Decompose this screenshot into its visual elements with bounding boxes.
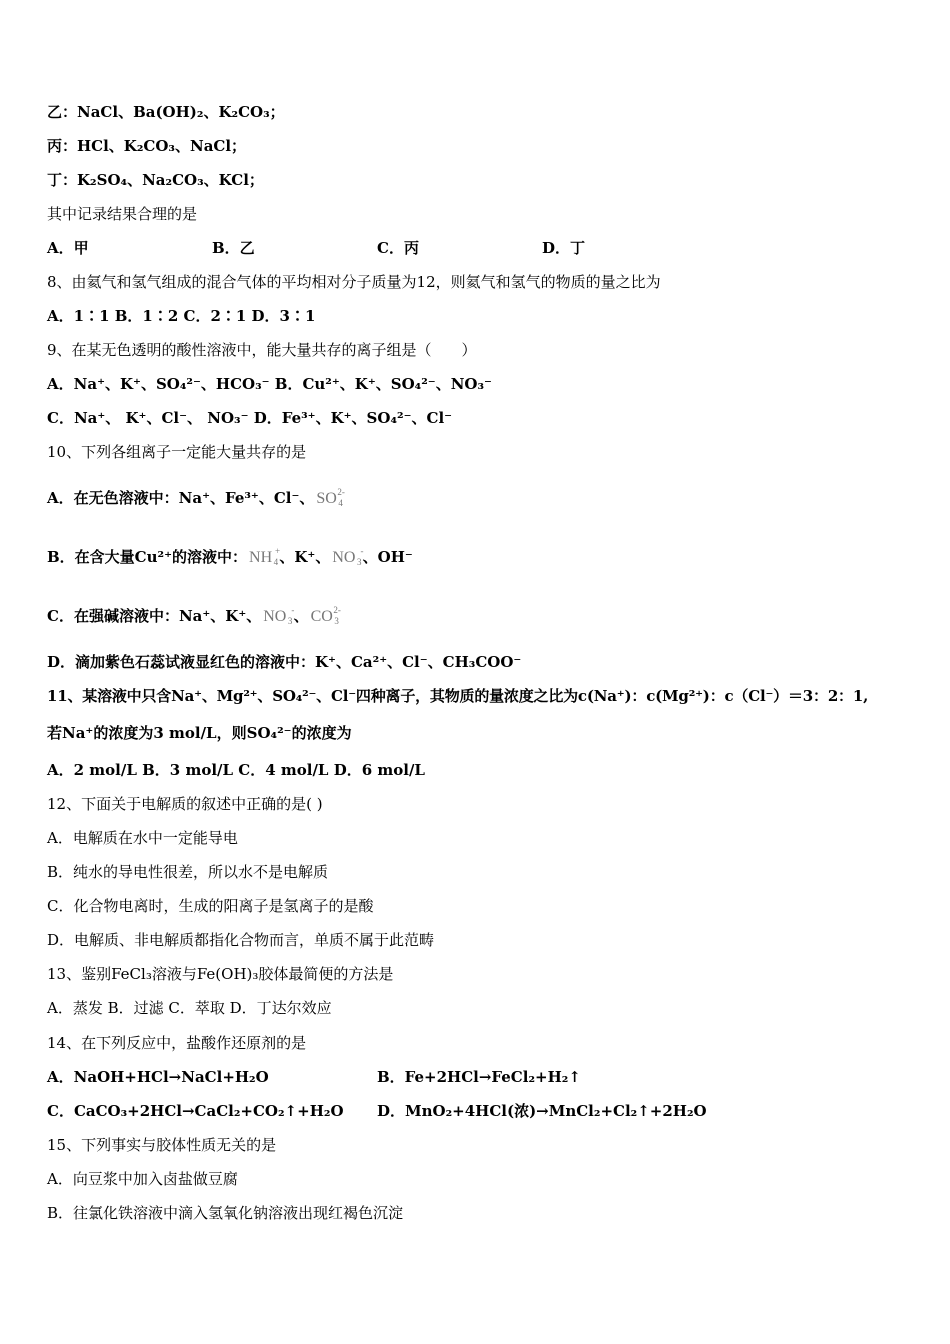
q12-choice-d: D．电解质、非电解质都指化合物而言，单质不属于此范畴 xyxy=(47,931,435,949)
carbonate-ion-formula: CO 2- 3 xyxy=(310,605,341,626)
q9-choices-row2: C．Na⁺、 K⁺、Cl⁻、 NO₃⁻ D．Fe³⁺、K⁺、SO₄²⁻、Cl⁻ xyxy=(47,409,453,427)
q15-stem: 15、下列事实与胶体性质无关的是 xyxy=(47,1136,277,1154)
q14-choice-a: A．NaOH+HCl→NaCl+H₂O xyxy=(47,1068,269,1086)
q11-choices: A．2 mol/L B．3 mol/L C．4 mol/L D．6 mol/L xyxy=(47,761,425,779)
q13-choices: A．蒸发 B．过滤 C．萃取 D．丁达尔效应 xyxy=(47,999,332,1017)
q11-stem-line2: 若Na⁺的浓度为3 mol/L，则SO₄²⁻的浓度为 xyxy=(47,724,352,742)
q10-choice-b-mid: 、K⁺、 xyxy=(279,548,331,566)
q14-stem: 14、在下列反应中，盐酸作还原剂的是 xyxy=(47,1034,307,1052)
q12-choice-a: A．电解质在水中一定能导电 xyxy=(47,829,238,847)
q7-option-yi: 乙：NaCl、Ba(OH)₂、K₂CO₃； xyxy=(47,103,285,121)
q10-choice-b xyxy=(47,546,920,569)
q10-stem: 10、下列各组离子一定能大量共存的是 xyxy=(47,443,307,461)
q15-choice-a: A．向豆浆中加入卤盐做豆腐 xyxy=(47,1170,238,1188)
q14-choice-c: C．CaCO₃+2HCl→CaCl₂+CO₂↑+H₂O xyxy=(47,1102,344,1120)
q12-choice-c: C．化合物电离时，生成的阳离子是氢离子的是酸 xyxy=(47,897,374,915)
q14-choice-b: B．Fe+2HCl→FeCl₂+H₂↑ xyxy=(377,1068,581,1086)
q10-choice-b-text: B．在含大量Cu²⁺的溶液中： xyxy=(47,548,248,566)
q7-choice-b: B．乙 xyxy=(212,239,255,257)
q15-choice-b: B．往氯化铁溶液中滴入氢氧化钠溶液出现红褐色沉淀 xyxy=(47,1204,404,1222)
q10-choice-a-text: A．在无色溶液中：Na⁺、Fe³⁺、Cl⁻、 xyxy=(47,489,315,507)
q7-choice-a: A．甲 xyxy=(47,239,89,257)
q14-choice-d: D．MnO₂+4HCl(浓)→MnCl₂+Cl₂↑+2H₂O xyxy=(377,1102,707,1120)
q12-stem: 12、下面关于电解质的叙述中正确的是( ) xyxy=(47,795,323,813)
q12-choice-b: B．纯水的导电性很差，所以水不是电解质 xyxy=(47,863,329,881)
q10-choice-a xyxy=(47,487,920,510)
q10-choice-c-sep: 、 xyxy=(293,607,309,625)
q10-choice-d: D．滴加紫色石蕊试液显红色的溶液中：K⁺、Ca²⁺、Cl⁻、CH₃COO⁻ xyxy=(47,653,522,671)
q7-option-ding: 丁：K₂SO₄、Na₂CO₃、KCl； xyxy=(47,171,264,189)
q7-choice-d: D．丁 xyxy=(542,239,586,257)
nitrate-ion-formula: NO - 3 xyxy=(332,546,364,567)
q10-choice-c-text: C．在强碱溶液中：Na⁺、K⁺、 xyxy=(47,607,262,625)
nitrate-ion-formula: NO - 3 xyxy=(263,605,295,626)
q10-choice-b-tail: 、OH⁻ xyxy=(362,548,413,566)
q9-choices-row1: A．Na⁺、K⁺、SO₄²⁻、HCO₃⁻ B．Cu²⁺、K⁺、SO₄²⁻、NO₃⁻ xyxy=(47,375,492,393)
q9-stem: 9、在某无色透明的酸性溶液中，能大量共存的离子组是（ ） xyxy=(47,341,477,359)
q7-prompt: 其中记录结果合理的是 xyxy=(47,205,198,223)
q13-stem: 13、鉴别FeCl₃溶液与Fe(OH)₃胶体最简便的方法是 xyxy=(47,965,394,983)
q7-choice-c: C．丙 xyxy=(377,239,419,257)
q7-option-bing: 丙：HCl、K₂CO₃、NaCl； xyxy=(47,137,247,155)
q10-choice-c xyxy=(47,605,920,628)
q8-choices: A．1∶1 B．1∶2 C．2∶1 D．3∶1 xyxy=(47,307,316,325)
q8-stem: 8、由氦气和氢气组成的混合气体的平均相对分子质量为12，则氦气和氢气的物质的量之比为 xyxy=(47,273,661,291)
ammonium-ion-formula: NH + 4 xyxy=(249,546,281,567)
q11-stem-line1: 11、某溶液中只含Na⁺、Mg²⁺、SO₄²⁻、Cl⁻四种离子，其物质的量浓度之比为c(Na⁺)：c(Mg²⁺)：c（Cl⁻）＝3：2：1, xyxy=(47,687,869,705)
sulfate-ion-formula: SO 2- 4 xyxy=(316,487,345,508)
